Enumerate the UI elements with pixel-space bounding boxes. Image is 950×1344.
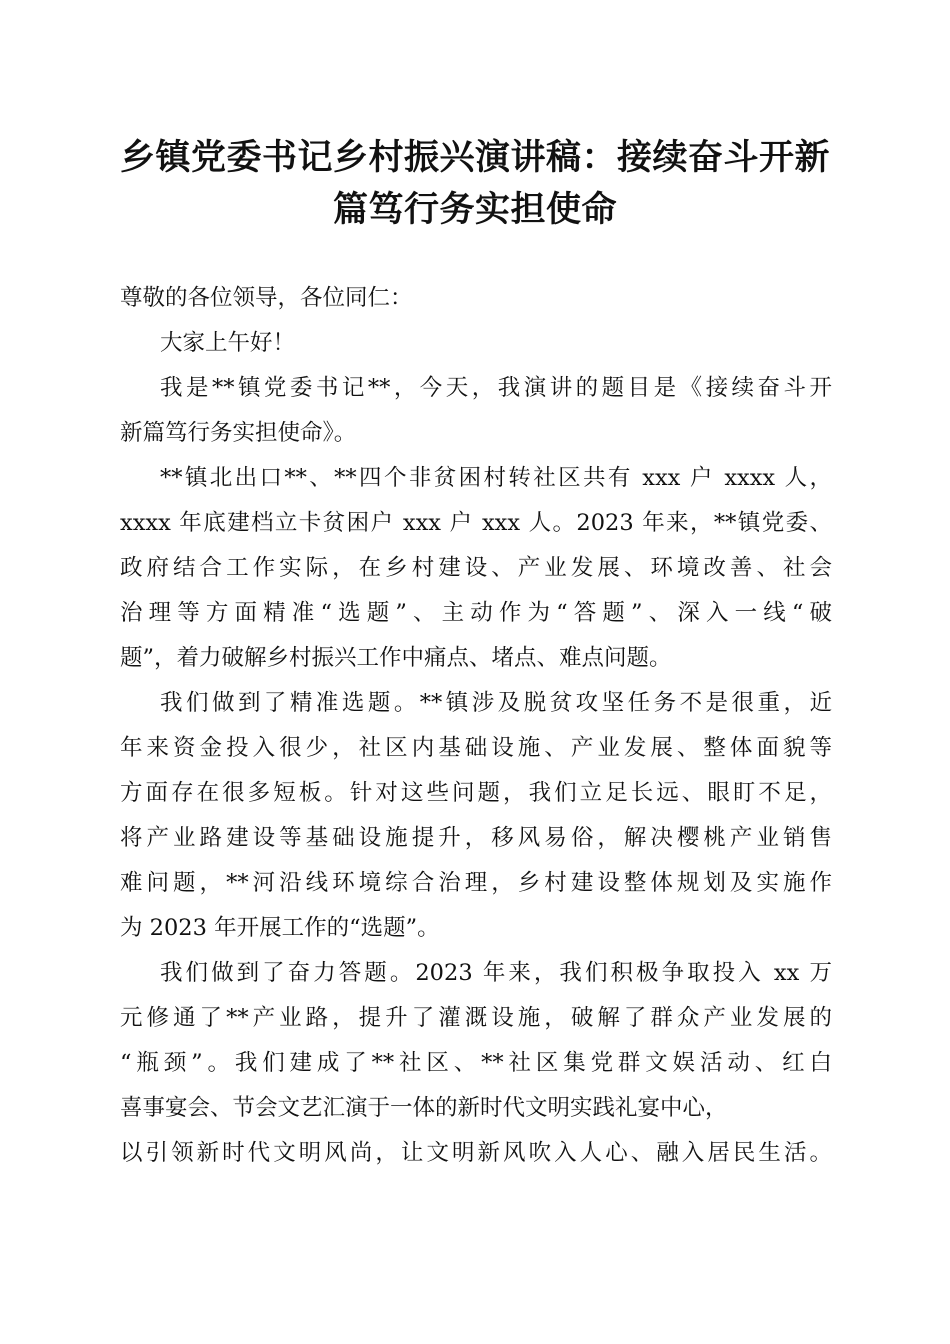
paragraph-4-line: 我们做到了奋力答题。2023 年来，我们积极争取投入 xx 万 <box>160 960 832 986</box>
paragraph-3-line: 年来资金投入很少，社区内基础设施、产业发展、整体面貌等 <box>120 735 832 761</box>
paragraph-3-line: 我们做到了精准选题。**镇涉及脱贫攻坚任务不是很重，近 <box>160 690 832 716</box>
greeting: 大家上午好！ <box>160 330 296 356</box>
paragraph-2-line: 治理等方面精准“选题”、主动作为“答题”、深入一线“破 <box>120 600 832 626</box>
paragraph-3-line: 将产业路建设等基础设施提升，移风易俗，解决樱桃产业销售 <box>120 825 832 851</box>
salutation: 尊敬的各位领导，各位同仁： <box>120 285 413 311</box>
paragraph-4-line: 以引领新时代文明风尚，让文明新风吹入人心、融入居民生活。 <box>120 1140 832 1166</box>
paragraph-3-line: 方面存在很多短板。针对这些问题，我们立足长远、眼盯不足， <box>120 780 832 806</box>
paragraph-2-line: **镇北出口**、**四个非贫困村转社区共有 xxx 户 xxxx 人， <box>160 465 832 491</box>
document-body <box>120 276 832 1176</box>
paragraph-1-line: 我是**镇党委书记**，今天，我演讲的题目是《接续奋斗开 <box>160 375 832 401</box>
paragraph-1-line: 新篇笃行务实担使命》。 <box>120 420 357 446</box>
document-title-line-2: 篇笃行务实担使命 <box>332 189 617 230</box>
paragraph-3-line: 为 2023 年开展工作的“选题”。 <box>120 915 440 941</box>
paragraph-2-line: xxxx 年底建档立卡贫困户 xxx 户 xxx 人。2023 年来，**镇党委、 <box>120 510 832 536</box>
paragraph-4-line: 元修通了**产业路，提升了灌溉设施，破解了群众产业发展的 <box>120 1005 832 1031</box>
paragraph-2-line: 政府结合工作实际，在乡村建设、产业发展、环境改善、社会 <box>120 555 832 581</box>
paragraph-3-line: 难问题，**河沿线环境综合治理，乡村建设整体规划及实施作 <box>120 870 832 896</box>
paragraph-4-line: “瓶颈”。我们建成了**社区、**社区集党群文娱活动、红白 <box>120 1050 832 1076</box>
document-title-line-1: 乡镇党委书记乡村振兴演讲稿：接续奋斗开新 <box>119 137 830 178</box>
paragraph-4-line: 喜事宴会、节会文艺汇演于一体的新时代文明实践礼宴中心， <box>120 1095 728 1121</box>
paragraph-2-line: 题”，着力破解乡村振兴工作中痛点、堵点、难点问题。 <box>120 645 672 671</box>
